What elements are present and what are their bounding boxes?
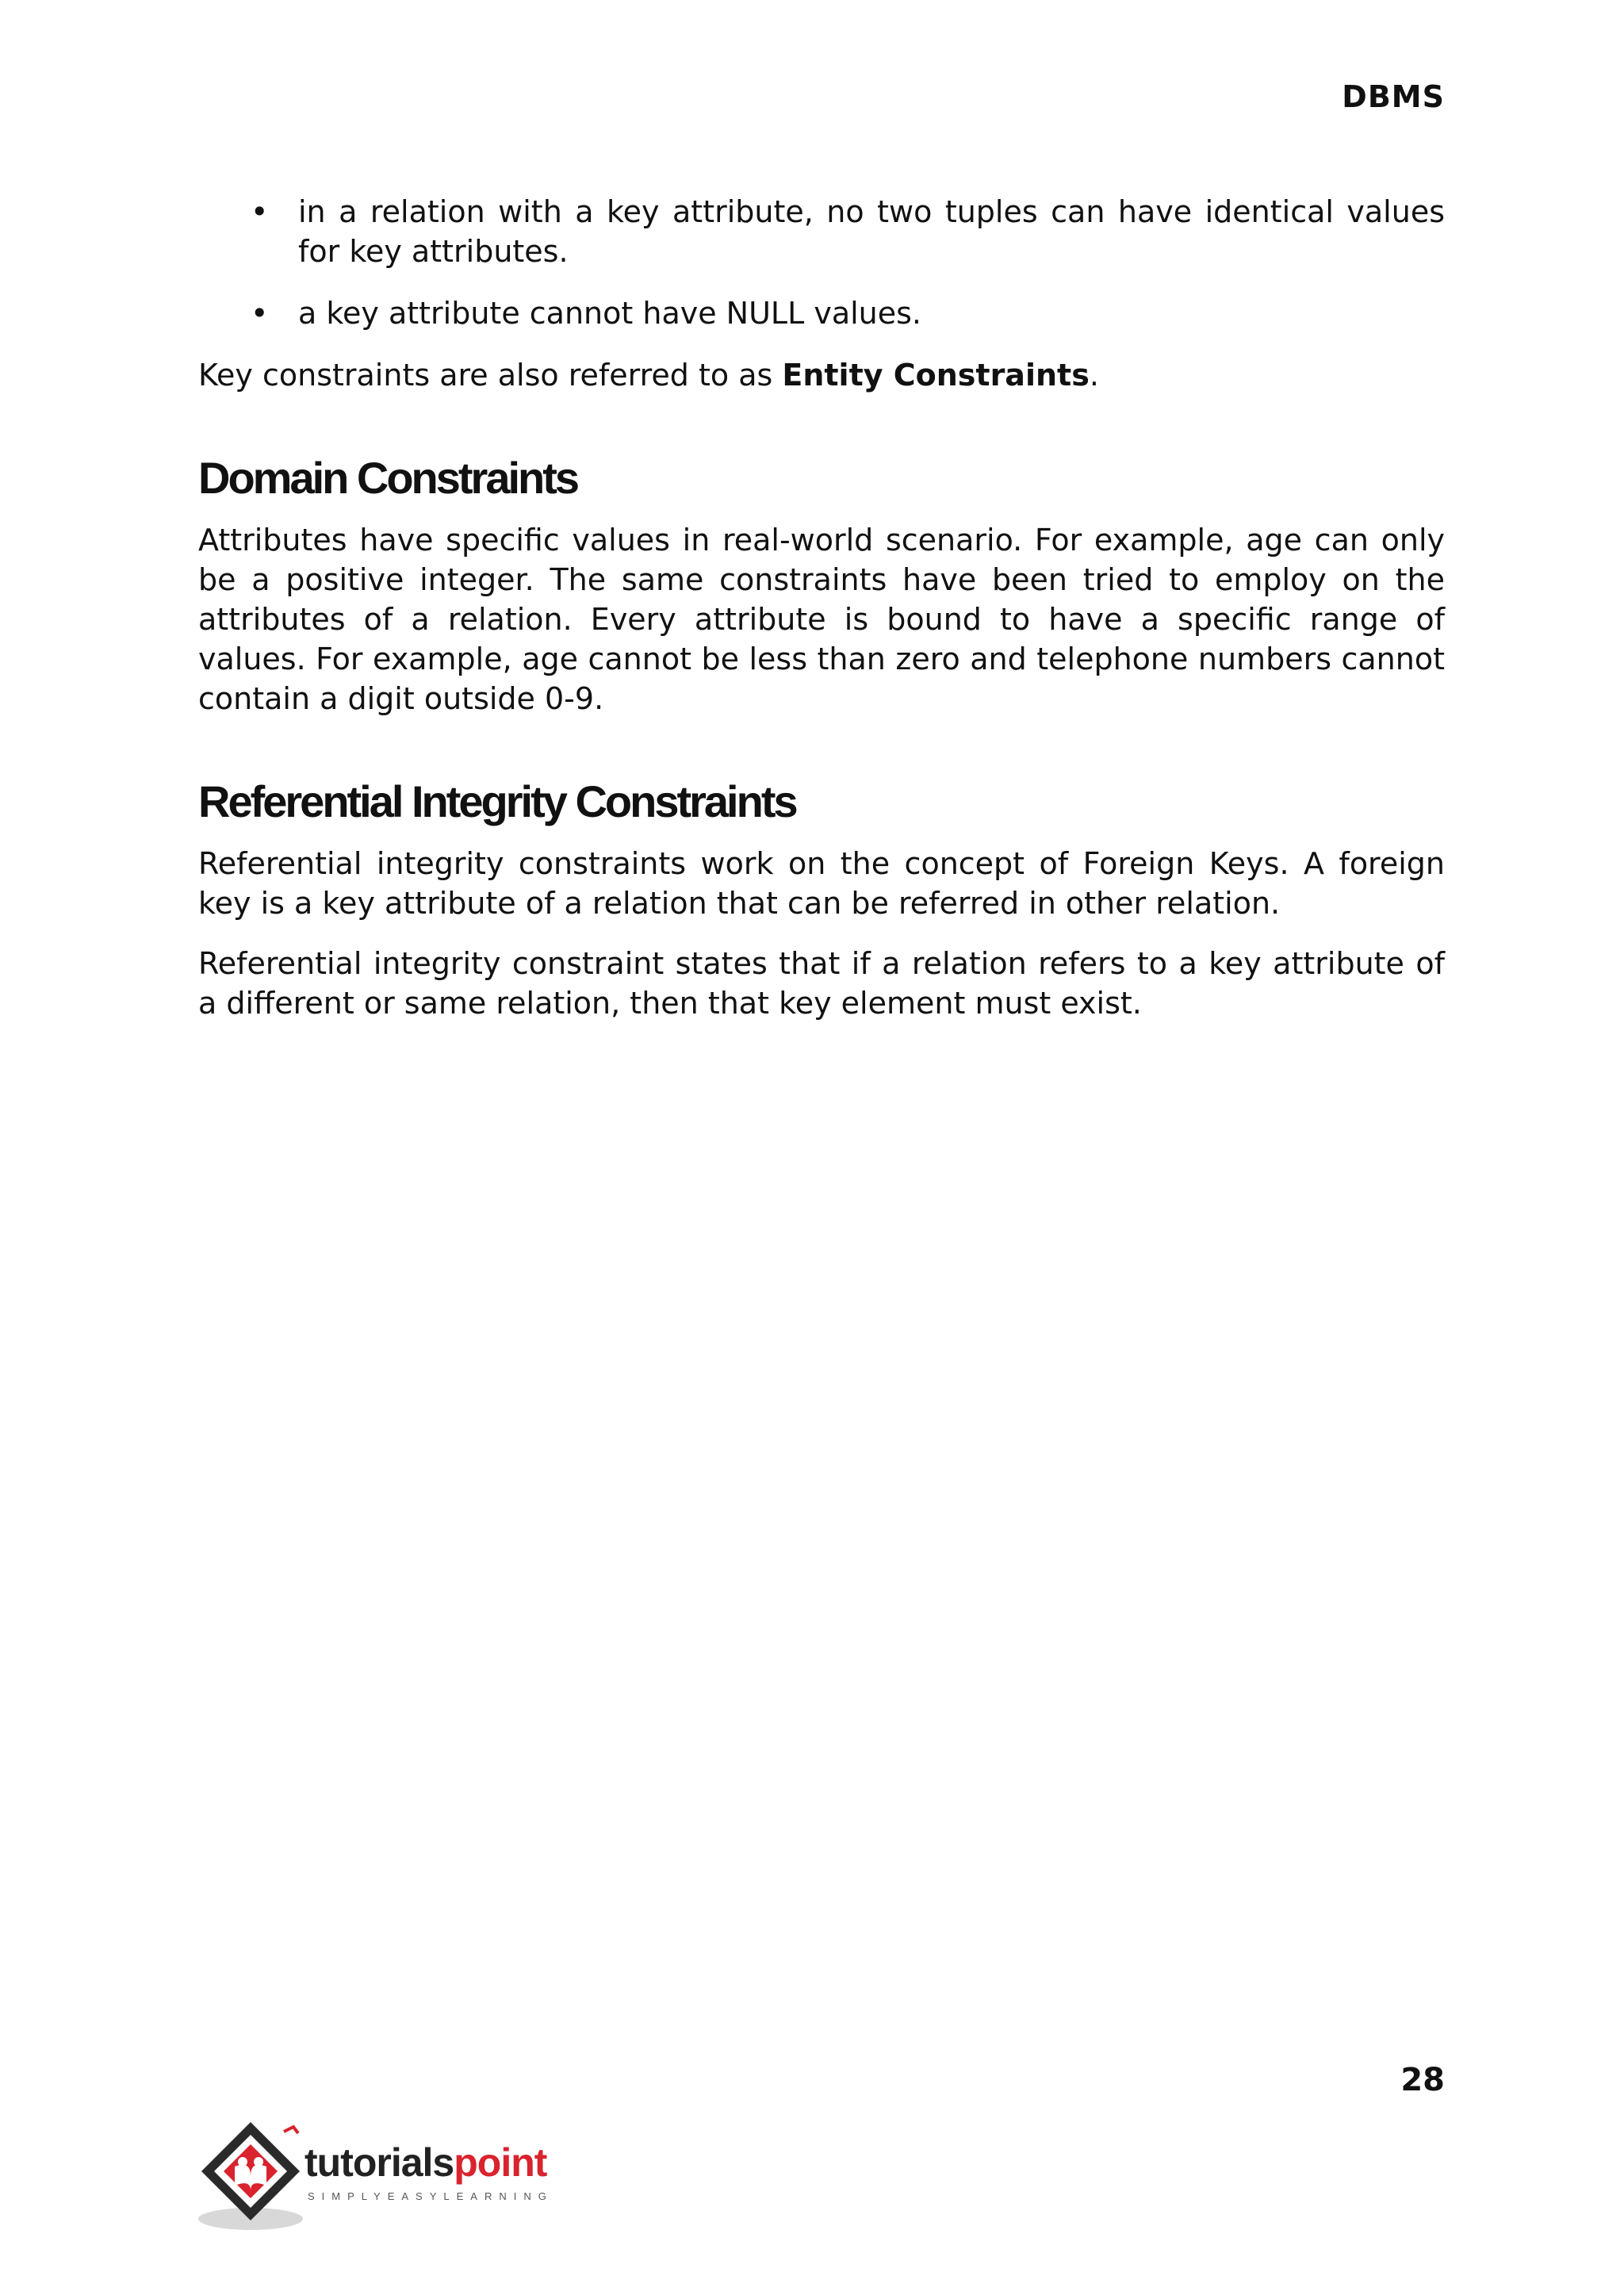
page-number: 28: [1400, 2062, 1445, 2098]
key-constraints-note: [198, 355, 1445, 395]
tutorialspoint-logo: [197, 2117, 577, 2236]
logo-wordmark: [304, 2140, 546, 2186]
logo-emblem-icon: [197, 2117, 308, 2236]
key-attribute-bullet-list: [198, 192, 1445, 333]
note-bold-term: Entity Constraints: [782, 358, 1090, 393]
referential-integrity-heading: Referential Integrity Constraints: [198, 776, 796, 826]
page-content: [198, 192, 1445, 1044]
logo-word-tutorials: tutorials: [304, 2140, 454, 2185]
running-header: DBMS: [1342, 79, 1445, 114]
bullet-item: • in a relation with a key attribute, no two tuples can have identical values for key attributes.: [298, 192, 1445, 271]
domain-constraints-heading: Domain Constraints: [198, 453, 578, 503]
note-suffix: .: [1089, 358, 1099, 393]
logo-word-point: point: [454, 2140, 547, 2185]
note-prefix: Key constraints are also referred to as: [198, 358, 783, 393]
logo-tagline: SIMPLYEASYLEARNING: [308, 2190, 553, 2202]
domain-constraints-paragraph: Attributes have specific values in real-world scenario. For example, age can only be a positive integer. The same constraints have been tried to employ on the attributes of a relation. Every attribute is bound to have a specific range of values. For example, age cannot be less than zero and telephone numbers cannot contain a digit outside 0-9.: [198, 523, 1445, 716]
referential-paragraph-1: Referential integrity constraints work on the concept of Foreign Keys. A foreign key is a key attribute of a relation that can be referred in other relation.: [198, 846, 1445, 921]
referential-paragraph-2: Referential integrity constraint states that if a relation refers to a key attribute of a different or same relation, then that key element must exist.: [198, 946, 1445, 1021]
bullet-item: • a key attribute cannot have NULL values.: [298, 293, 1445, 333]
